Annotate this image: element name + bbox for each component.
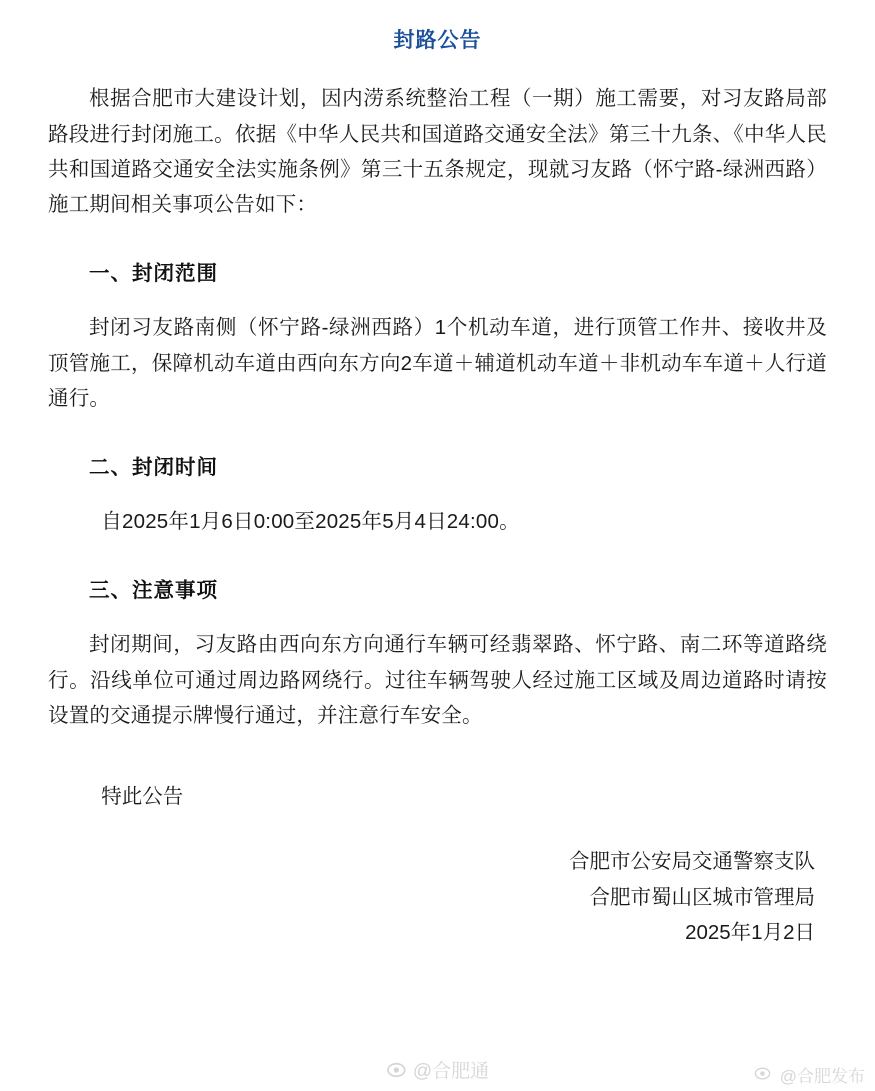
section-body-scope: 封闭习友路南侧（怀宁路-绿洲西路）1个机动车道，进行顶管工作井、接收井及顶管施工，保障机动车道由西向东方向2车道＋辅道机动车道＋非机动车车道＋人行道通行。 bbox=[48, 316, 827, 410]
watermark-right-label: @合肥发布 bbox=[779, 1067, 865, 1086]
section-heading-scope: 一、封闭范围 bbox=[89, 262, 218, 286]
watermark-hefeitong bbox=[386, 1056, 489, 1083]
intro-paragraph: 根据合肥市大建设计划，因内涝系统整治工程（一期）施工需要，对习友路局部路段进行封闭施工。依据《中华人民共和国道路交通安全法》第三十九条、《中华人民共和国道路交通安全法实施条例》第三十五条规定，现就习友路（怀宁路-绿洲西路）施工期间相关事项公告如下： bbox=[48, 87, 827, 217]
closing-statement: 特此公告 bbox=[101, 785, 184, 809]
section-heading-time: 二、封闭时间 bbox=[89, 456, 218, 480]
document-body bbox=[14, 81, 861, 950]
signature-org-traffic-police: 合肥市公安局交通警察支队 bbox=[569, 850, 815, 874]
watermark-hefeifabu bbox=[754, 1062, 865, 1087]
signature-date: 2025年1月2日 bbox=[685, 920, 815, 944]
watermark-center-label: @合肥通 bbox=[412, 1061, 490, 1082]
section-body-notes: 封闭期间，习友路由西向东方向通行车辆可经翡翠路、怀宁路、南二环等道路绕行。沿线单位可通过周边路网绕行。过往车辆驾驶人经过施工区域及周边道路时请按设置的交通提示牌慢行通过，并注意行车安全。 bbox=[48, 633, 827, 727]
section-body-time: 自2025年1月6日0:00至2025年5月4日24:00。 bbox=[101, 510, 520, 534]
page-title: 封路公告 bbox=[393, 29, 482, 52]
weibo-icon-small bbox=[754, 1065, 774, 1085]
signature-block bbox=[48, 844, 827, 950]
weibo-icon bbox=[386, 1060, 406, 1080]
signature-org-urban-management: 合肥市蜀山区城市管理局 bbox=[589, 885, 815, 909]
section-heading-notes: 三、注意事项 bbox=[89, 579, 218, 603]
